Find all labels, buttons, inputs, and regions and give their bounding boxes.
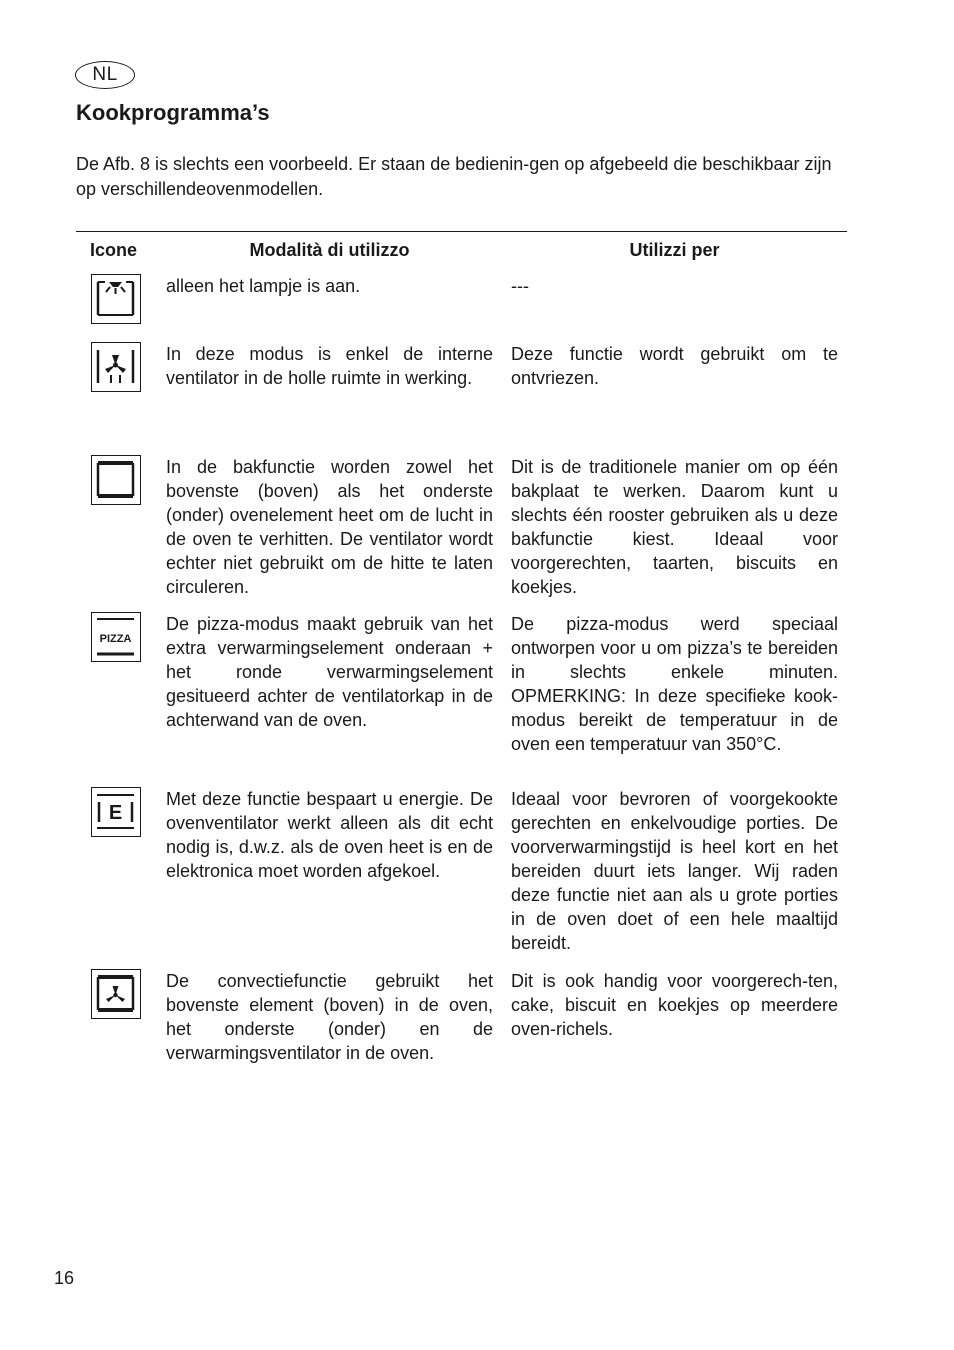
defrost-fan-icon (91, 342, 141, 392)
pizza-icon-label: PIZZA (99, 633, 132, 645)
use-description: Dit is ook handig voor voorgerech-ten, cake, biscuit en koekjes op meerdere oven-richels. (511, 971, 838, 1039)
column-header-utilizzi: Utilizzi per (629, 240, 720, 260)
lamp-icon (91, 274, 141, 324)
use-description: Deze functie wordt gebruikt om te ontvriezen. (511, 344, 838, 388)
page-number: 16 (54, 1268, 75, 1288)
eco-icon-label: E (108, 802, 123, 824)
use-description: Ideaal voor bevroren of voorgekookte gerechten en enkelvoudige porties. De voorverwarmingstijd is heel kort en het bereiden duurt iets langer. Wij raden deze functie niet aan als u grote porties in de oven doet of een hele maaltijd bereidt. (511, 789, 838, 953)
mode-description: De convectiefunctie gebruikt het bovenste element (boven) in de oven, het onderste (onder) en de verwarmingsventilator in de oven. (166, 971, 493, 1063)
use-description: De pizza-modus werd speciaal ontworpen voor u om pizza’s te bereiden in slechts enkele minuten. OPMERKING: In deze specifieke kook-modus bereikt de temperatuur in de oven een temperatuur van 350°C. (511, 614, 838, 754)
column-header-modalita: Modalità di utilizzo (249, 240, 410, 260)
mode-description: In deze modus is enkel de interne ventilator in de holle ruimte in werking. (166, 344, 493, 388)
mode-description: In de bakfunctie worden zowel het bovenste (boven) als het onderste (onder) ovenelement heet om de lucht in de oven te verhitten. De ventilator wordt echter niet gebruikt om de hitte te laten circuleren. (166, 457, 493, 597)
mode-description: alleen het lampje is aan. (166, 276, 361, 296)
column-header-icone: Icone (90, 240, 138, 260)
top-bottom-heat-icon (91, 455, 141, 505)
convection-icon (91, 969, 141, 1019)
language-badge: NL (75, 61, 135, 89)
mode-description: Met deze functie bespaart u energie. De ovenventilator werkt alleen als dit echt nodig is, d.w.z. als de oven heet is en de elektronica moet worden afgekoel. (166, 789, 493, 881)
page-title: Kookprogramma’s (76, 100, 270, 125)
table-top-rule (76, 231, 847, 232)
use-description: --- (511, 276, 529, 296)
intro-paragraph: De Afb. 8 is slechts een voorbeeld. Er staan de bedienin-gen op afgebeeld die beschikbaar zijn op verschillendeovenmodellen. (76, 154, 832, 199)
mode-description: De pizza-modus maakt gebruik van het extra verwarmingselement onderaan + het ronde verwarmingselement gesitueerd achter de ventilatorkap in de achterwand van de oven. (166, 614, 493, 730)
use-description: Dit is de traditionele manier om op één bakplaat te werken. Daarom kunt u slechts één rooster gebruiken als u deze bakfunctie kiest. Ideaal voor voorgerechten, taarten, biscuits en koekjes. (511, 457, 838, 597)
pizza-icon (91, 612, 141, 662)
eco-icon (91, 787, 141, 837)
